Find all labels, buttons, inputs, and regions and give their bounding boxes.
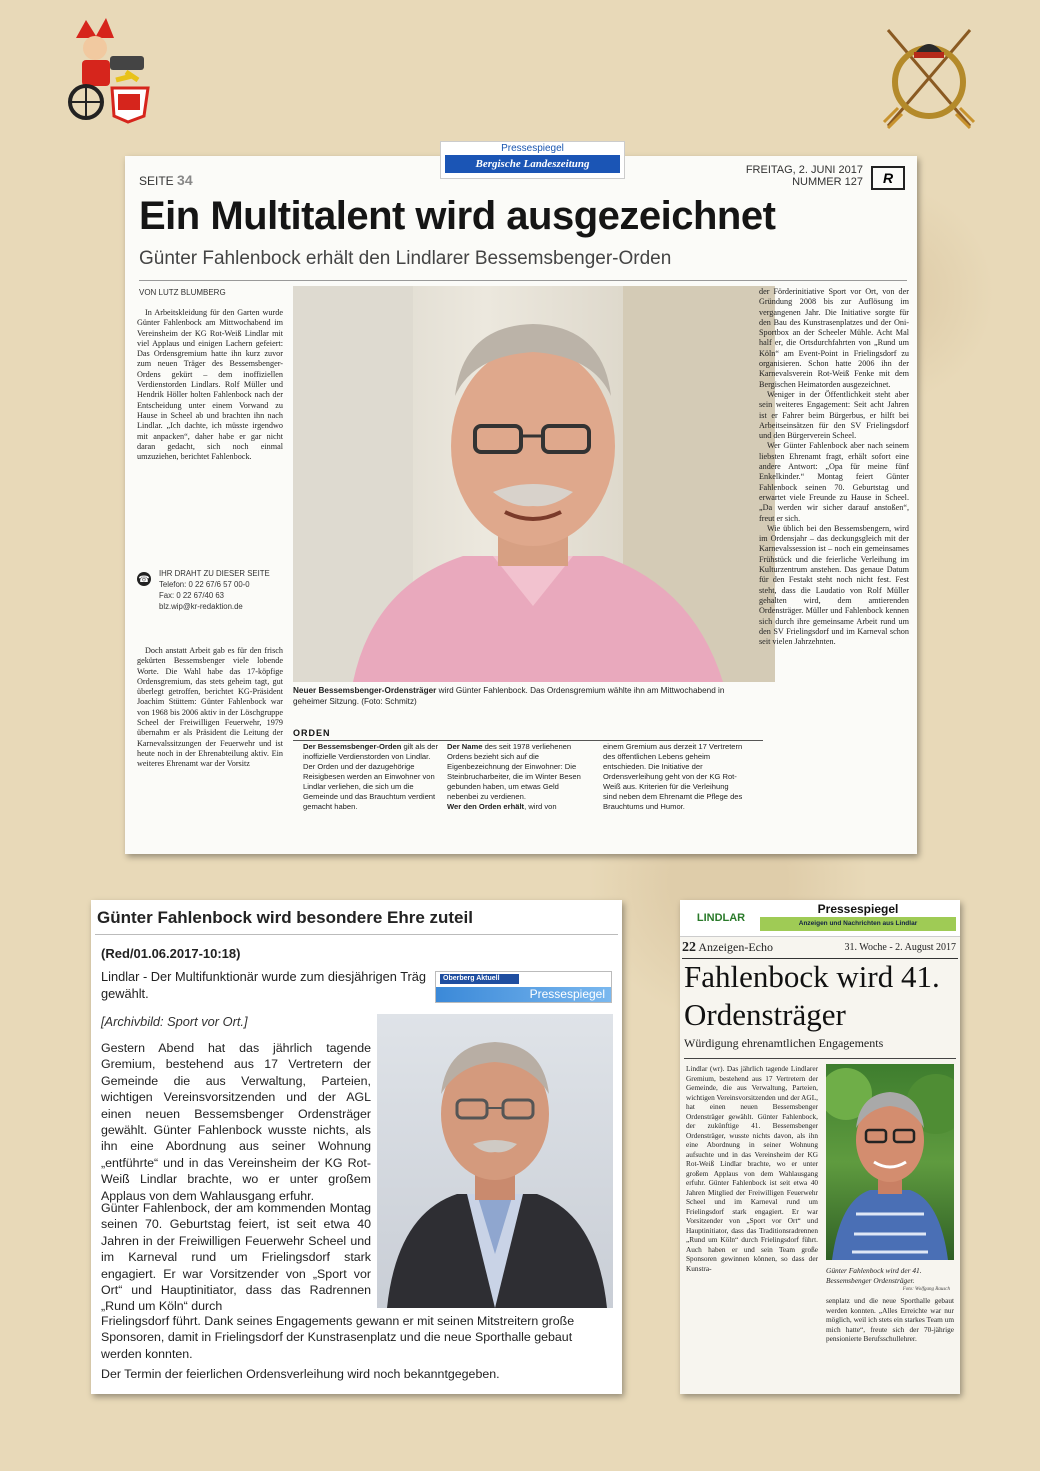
divider bbox=[95, 934, 618, 935]
photo-caption: Neuer Bessemsbenger-Ordensträger wird Günter Fahlenbock. Das Ordensgremium wählte ihn am Mittwochabend in geheimer Sitzung. (Foto: Schmitz) bbox=[293, 686, 725, 706]
info-column-1: Der Bessemsbenger-Orden gilt als der inoffizielle Verdienstorden von Lindlar. Der Orden und der dazugehörige Reisigbesen werden an Einwohner von Lindlar verliehen, die sich um die Gemeinde und das Brauchtum verdient gemacht haben. bbox=[303, 742, 439, 811]
archive-portrait-photo bbox=[377, 1014, 613, 1308]
oberberg-aktuell-logo: Oberberg Aktuell bbox=[440, 974, 519, 984]
photo-credit: Foto: Wolfgang Rausch bbox=[902, 1287, 950, 1292]
jester-crest-logo bbox=[56, 18, 154, 124]
article-bergische-landeszeitung bbox=[125, 156, 917, 854]
article-date: (Red/01.06.2017-10:18) bbox=[101, 946, 241, 961]
outdoor-portrait-photo bbox=[826, 1064, 954, 1260]
article-column-1-continued: Doch anstatt Arbeit gab es für den frisch gekürten Bessemsbenger viele lobende Worte. Die Wahl habe das 17-köpfige Ordensgremium, das stets geheim tagt, gut überlegt getroffen, berichtet KG-Präsident Joachim Stüttem: Günter Fahlenbock war von 1968 bis 2006 aktiv in der Löschgruppe Scheel der Freiwilligen Feuerwehr, 1979 übernahm er als Präsident die Leitung der Karnevalssitzungen der Feuerwehr und ist heute noch in der Ehrenabteilung aktiv. Ein weiteres Ehrenamt war der Vorsitz bbox=[137, 646, 283, 769]
contact-phone: Telefon: 0 22 67/6 57 00-0 bbox=[159, 580, 250, 589]
divider bbox=[139, 280, 907, 281]
oberberg-aktuell-pressespiegel-badge bbox=[435, 971, 612, 1003]
section-label-orden: ORDEN bbox=[293, 728, 763, 741]
contact-box bbox=[137, 568, 285, 634]
contact-fax: Fax: 0 22 67/40 63 bbox=[159, 591, 225, 600]
issue-line: 22 Anzeigen-Echo 31. Woche - 2. August 2017 bbox=[682, 940, 958, 959]
info-column-2: Der Name des seit 1978 verliehenen Ordens bezieht sich auf die Eigenbezeichnung der Einwohner: Die Steinbrucharbeiter, die im Winter Besen gebunden haben, um etwas Geld nebenbei zu verdienen. Wer den Orden erhält, wird von bbox=[447, 742, 581, 811]
issue-date: FREITAG, 2. JUNI 2017 NUMMER 127 bbox=[745, 164, 863, 188]
paragraph-1: Gestern Abend hat das jährlich tagende Gremium, bestehend aus 17 Vertretern der Gemeinde die aus Verwaltung, Parteien, wichtigen Vereinsvorsitzenden und der AGL einen neuen Bessemsbenger Ordensträger gewählt. Günter Fahlenbock wusste nichts, als ihn eine Abordnung aus seiner Wohnung „entführte“ und in das Vereinsheim der KG Rot-Weiß Lindlar brachte, wo er unter großem Applaus von dem Wahlausgang erfuhr. bbox=[101, 1041, 371, 1203]
contact-email: blz.wip@kr-redaktion.de bbox=[159, 602, 243, 611]
article-anzeigen-echo bbox=[680, 900, 960, 1394]
article-lead: Lindlar - Der Multifunktionär wurde zum diesjährigen Träg gewählt. bbox=[101, 969, 427, 1001]
page-number: SEITE 34 bbox=[139, 172, 193, 188]
divider bbox=[684, 1058, 956, 1059]
pressespiegel-label: Pressespiegel bbox=[436, 987, 611, 1002]
article-title: Günter Fahlenbock wird besondere Ehre zuteil bbox=[97, 908, 473, 927]
photo-credit: [Archivbild: Sport vor Ort.] bbox=[101, 1014, 248, 1029]
crossed-brooms-emblem bbox=[880, 22, 978, 132]
pressespiegel-label: Pressespiegel bbox=[501, 143, 564, 154]
pressespiegel-label: Pressespiegel bbox=[817, 902, 899, 916]
lindlar-logo: LINDLAR bbox=[696, 912, 746, 924]
newspaper-logo-icon: R bbox=[871, 166, 905, 190]
publication-name: Bergische Landeszeitung bbox=[445, 155, 620, 173]
clipping-header bbox=[680, 900, 960, 937]
article-column-3: der Förderinitiative Sport vor Ort, von der Gründung 2008 bis zur Auflösung im vergangenen Jahr. Die Initiative sorgte für den Bau des Kunstrasenplatzes und der Oni-Sportbox an der Scheeler Mühle. Acht Mal half er, die Ortsdurchfahrten von „Rund um Köln“ am Event-Point in Frielingsdorf zu organisieren. Schon hatte 2006 ihn der Karnevalsverein Rot-Weiß Fenke mit dem Bergischen Heimatorden ausgezeichnet. Weniger in der Öffentlichkeit steht aber sein weiteres Engagement: Seit acht Jahren ist er Fahrer beim Bürgerbus, er hilft bei Arbeitseinsätzen für den SV Frielingsdorf und den Bürgerverein Scheel. Wer Günter Fahlenbock aber nach seinem liebsten Ehrenamt fragt, erhält sofort eine andere Antwort: „Opa für meine fünf Enkelkinder.“ Montag feiert Günter Fahlenbock seinen 70. Geburtstag und erwartet viele Freunde zu Hause in Scheel. „Da werden wir sicher darauf anstoßen“, freut er sich. Wie üblich bei den Bessemsbengern, wird im Ordensjahr – das deckungsgleich mit der Karnevalssession ist – noch ein gemeinsames Frühstück und die feierliche Verleihung im Kulturzentrum anstehen. Das genaue Datum für den Festakt steht noch nicht fest. Fest steht, dass die Laudatio von Rolf Müller gehalten wird, dem amtierenden Ordensträger. Müller und Fahlenbock kennen sich durch ihre gemeinsame Arbeit rund um den SV Frielingsdorf und im Karneval schon seit vielen Jahrzehnten. bbox=[759, 287, 909, 647]
contact-title: IHR DRAHT ZU DIESER SEITE bbox=[159, 569, 270, 578]
article-body-continued: senplatz und die neue Sporthalle gebaut werden konnten. „Alles Erreichte war nur möglich, weil ich stets ein starkes Team um mich hatte“, freute sich der 70-jährige pensionierte Berufsschullehrer. bbox=[826, 1296, 954, 1343]
portrait-photo bbox=[293, 286, 775, 682]
paragraph-2: Günter Fahlenbock, der am kommenden Montag seinen 70. Geburtstag feiert, ist seit etwa 40 Jahren in der Freiwilligen Feuerwehr Scheel und im Karneval rund um Frielingsdorf stark engagiert. Er war Vorsitzender von „Sport vor Ort“ und Hauptinitiator, dass das Radrennen „Rund um Köln“ durch bbox=[101, 1201, 371, 1314]
byline: VON LUTZ BLUMBERG bbox=[139, 288, 226, 297]
paragraph-3: Der Termin der feierlichen Ordensverleihung wird noch bekanntgegeben. bbox=[101, 1367, 500, 1381]
tagline-bar: Anzeigen und Nachrichten aus Lindlar bbox=[760, 917, 956, 931]
article-column-1: In Arbeitskleidung für den Garten wurde Günter Fahlenbock am Mittwochabend im Vereinsheim der KG Rot-Weiß Lindlar mit viel Applaus und einigen Lachern gefeiert: Das Ordensgremium hatte ihn kurz zuvor zum neuen Träger des Bessemsbenger-Ordens gekürt – dem inoffiziellen Verdienstorden Lindlars. Rolf Müller und Hendrik Höller holten Fahlenbock nach der Entscheidung unter einem Vorwand zu Hause in Scheel ab und brachten ihn nach Lindlar. „Ich dachte, ich müsste irgendwo mit anpacken“, daher habe er gar nicht daran gedacht, sich noch einmal umzuziehen, berichtet Fahlenbock. bbox=[137, 308, 283, 462]
phone-icon: ☎ bbox=[138, 574, 150, 584]
photo-caption: Günter Fahlenbock wird der 41. Bessemsbenger Ordensträger. bbox=[826, 1266, 922, 1285]
article-headline: Ein Multitalent wird ausgezeichnet bbox=[139, 194, 776, 238]
paragraph-2-continued: Frielingsdorf führt. Dank seines Engagements gewann er mit seinen Mitstreitern große Sponsoren, damit in Frielingsdorf der Kunstrasenplatz und die neue Sporthalle gebaut werden konnten. bbox=[101, 1314, 575, 1361]
pressespiegel-badge bbox=[440, 141, 625, 179]
article-subheadline: Günter Fahlenbock erhält den Lindlarer Bessemsbenger-Orden bbox=[139, 248, 672, 269]
article-subheadline: Würdigung ehrenamtlichen Engagements bbox=[684, 1036, 884, 1050]
info-column-3: einem Gremium aus derzeit 17 Vertretern des öffentlichen Lebens geheim entschieden. Die Initiative der Ordensverleihung geht von der KG Rot-Weiß aus. Kriterien für die Verleihung sind neben dem Ehrenamt die Pflege des Brauchtums und Humor. bbox=[603, 742, 743, 811]
article-headline: Fahlenbock wird 41. Ordensträger bbox=[684, 959, 940, 1032]
article-body: Lindlar (wr). Das jährlich tagende Lindlarer Gremium, bestehend aus 17 Vertretern der Gemeinde, die aus Verwaltung, Parteien, wichtigen Vereinsvorsitzenden und der AGL, hat einen neuen Bessemsbenger Ordensträger gewählt. Günter Fahlenbock, der zukünftige 41. Bessemsbenger Ordensträger, wusste nichts davon, als ihn eine Abordnung in seiner Wohnung aufsuchte und in das Vereinsheim der KG Rot-Weiß Lindlar brachte, wo er unter großem Applaus von dem Wahlausgang erfuhr. Günter Fahlenbock ist seit etwa 40 Jahren Mitglied der Freiwilligen Feuerwehr Scheel und im Karneval rund um Frielingsdorf stark engagiert. Er war Vorsitzender von „Sport vor Ort“ und Hauptinitiator, dass das Traditionsradrennen „Rund um Köln“ durch Frielingsdorf führt. Auch haben er und sein Team große Sponsoren gewinnen können, so dass der Kunstra- bbox=[686, 1064, 818, 1273]
